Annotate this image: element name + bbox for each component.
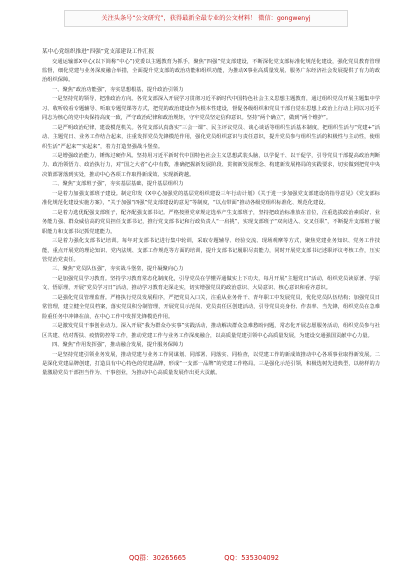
- paragraph: 一是坚持党的领导，把准政治方向。各党支部深入开展学习贯彻习近平新时代中国特色社会主义思想主题教育，通过组织党员开展主题集中学习、收听收看专题辅导、听取专题党课等方式，把党的政治建设作为根本性建设，督促各级组织和党员干部自觉在思想上政治上行动上同以习近平同志为核心的党中央保持高度一致，严守政治纪律和政治规矩，守牢党员坚定信仰意识。坚持“两个确立”，做到“两个维护”。: [42, 96, 380, 122]
- paragraph: 三是激发党员干事创业动力。深入开展“我为群众办实事”实践活动，推动解决群众急难愁盼问题，常态化开展志愿服务活动，组织党员参与社区共建、结对帮扶、疫情防控等工作，推动党建工作与业务工作深度融合，以高质量党建引领中心高质量发展，为建设交通强国贡献中心力量。: [42, 323, 380, 339]
- section-heading: 一、聚焦“政治功能强”，夯实思想根基，提升政治引领力: [52, 86, 184, 93]
- paragraph: 一是加强党员学习教育。坚持学习教育常态化制度化，引导党员在学懂弄通做实上下功夫，每月开展“主题党日”活动，组织党员读原著、学原文、悟原理，开展“党员学习日”活动，推动学习教育走深走实，切实增强党员的政治意识、大局意识、核心意识和看齐意识。: [42, 275, 380, 292]
- paragraph: 二是强化党员管理监督。严格执行党员发展程序，严把党员入口关，注重从业务骨干、青年职工中发展党员，优化党员队伍结构；加强党员日常管理，建立健全党员档案，落实党员积分制管理，开展党员示范岗、党员责任区创建活动，引导党员亮身份、作表率、当先锋，组织党员在急难险重任务中冲锋在前，在中心工作中发挥先锋模范作用。: [42, 294, 380, 320]
- paragraph: 二是严明政治纪律，建设模范机关。各党支部认真落实“三会一课”、民主评议党员、谈心谈话等组织生活基本制度，把组织生活与“党建+”活动、主题党日、业务工作结合起来，注重发挥党员先锋模范作用，强化党员组织意识与责任意识，提升党员参与组织生活的积极性与主动性，使组织生活“严起来”“实起来”，着力打造坚强战斗堡垒。: [42, 124, 380, 150]
- section-heading: 三、聚焦“党员队伍强”，夯实战斗堡垒，提升凝聚向心力: [52, 266, 184, 273]
- section-heading: 二、聚焦“支部班子强”，夯实基层基础，提升基层组织力: [52, 181, 184, 188]
- promo-banner[interactable]: 关注头条号“公文研究”，获得最新全最专业的公文材料！ 微信：gongwenyj: [64, 10, 348, 27]
- paragraph: 一是坚持党建引领业务发展，推动党建与业务工作同谋划、同部署、同落实、同检查，以党建工作的新成效推动中心各项事业取得新发展。二是深化党建品牌创建，打造具有中心特色的党建品牌，形成“一支部一品牌”的党建工作格局。三是强化示范引领，积极选树先进典型，以榜样的力量激励党员干部担当作为、干事创业，为推动中心高质量发展作出更大贡献。: [42, 351, 380, 377]
- paragraph: 二是着力选优配强支部班子，配齐配强支部书记。严格按照党章规定选举产生支部班子，坚持把政治标准放在首位，注重选拔政治素质好、业务能力强、群众威信高的党员担任支部书记，推行党支部书记和行政负责人“一肩挑”，实现支部班子“双向进入、交叉任职”，不断提升支部班子履职能力和支部书记抓党建能力。: [42, 209, 380, 235]
- paragraph: 三是增强政治能力，锤炼过硬作风。坚持用习近平新时代中国特色社会主义思想武装头脑，以学促干、以干促学，引导党员干部提高政治判断力、政治领悟力、政治执行力，对“国之大者”心中有数，准确把握新发展阶段、贯彻新发展理念、构建新发展格局的实践要求，切实做到把党中央决策部署落到实处，推动中心各项工作取得新成效、实现新跨越。: [42, 153, 380, 178]
- document-body: [42, 48, 380, 548]
- paragraph: 一是着力加强支部班子建设。制定印发《X中心加强党的基层党组织建设三年行动计划》《关于进一步加强党支部建设的指导意见》《党支部标准化规范化建设实施方案》，“关于加强“四强”党支部建设的意见”等制度，“以点带面”推动各级党组织标准化、规范化建设。: [42, 190, 380, 207]
- document-title: 某中心党组织推进“四强”党支部建设工作汇报: [42, 49, 155, 55]
- qq-group-label: QQ群：30265665: [129, 554, 187, 562]
- qq-label: QQ：535304092: [224, 554, 279, 562]
- paragraph: 交通运输部X中心(以下简称“中心”)党委以主题教育为抓手，聚焦“四强”党支部建设，不断深化党支部标准化规范化建设，强化党员教育管理监督，细化党建与业务深度融合举措，全面提升党支部的政治功能和组织功能，为推动X事业高质量发展、服务广东经济社会发展提供了有力的政治组织保障。: [42, 58, 380, 84]
- paragraph: 三是着力强化支部书记培训。每年对支部书记进行集中轮训，采取专题辅导、经验交流、现场观摩等方式，聚焦党建业务知识、党务工作技能，重点开展党的理论知识、党内法规、支部工作规范等方面的培训，提升支部书记履职尽责能力，同时开展党支部书记述职评议考核工作，压实管党治党责任。: [42, 238, 380, 264]
- contact-footer: [0, 552, 408, 564]
- section-heading: 四、聚焦“作用发挥强”，推动融合发展，提升服务保障力: [52, 342, 184, 349]
